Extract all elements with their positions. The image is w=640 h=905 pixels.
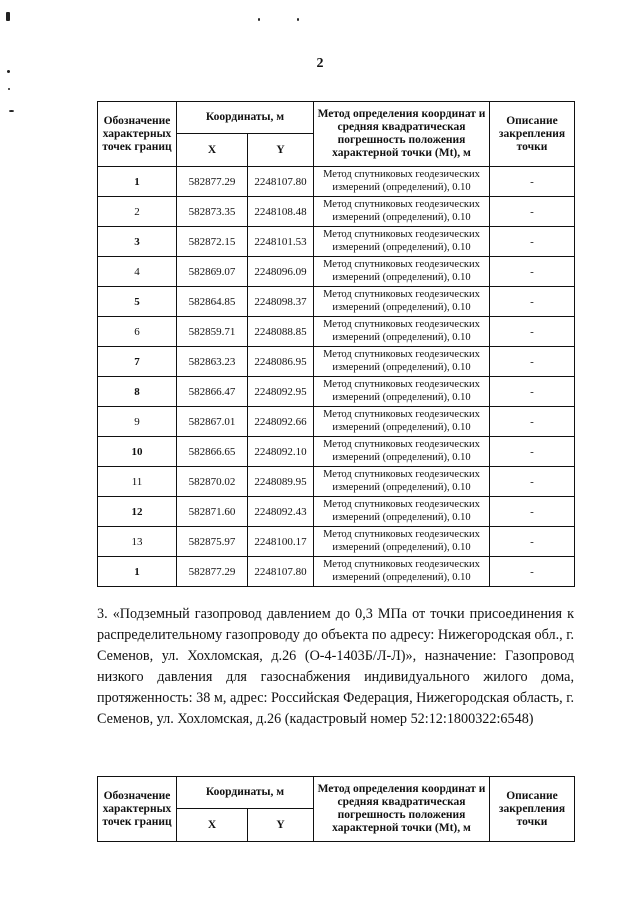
scan-speck [258,18,260,21]
description-cell: - [490,527,575,557]
point-number: 1 [98,167,177,197]
header-method: Метод определения координат и средняя квадратическая погрешность положения характерной точки (Mt), м [314,102,490,167]
x-coordinate: 582859.71 [177,317,248,347]
point-number: 12 [98,497,177,527]
y-coordinate: 2248086.95 [248,347,314,377]
description-cell: - [490,197,575,227]
x-coordinate: 582872.15 [177,227,248,257]
x-coordinate: 582870.02 [177,467,248,497]
x-coordinate: 582877.29 [177,167,248,197]
header-coordinates: Координаты, м [177,102,314,134]
x-coordinate: 582866.47 [177,377,248,407]
point-number: 11 [98,467,177,497]
y-coordinate: 2248096.09 [248,257,314,287]
header-method: Метод определения координат и средняя квадратическая погрешность положения характерной точки (Mt), м [314,777,490,842]
description-cell: - [490,257,575,287]
header-description: Описание закрепления точки [490,777,575,842]
method-cell: Метод спутниковых геодезических измерений (определений), 0.10 [314,347,490,377]
y-coordinate: 2248108.48 [248,197,314,227]
point-number: 8 [98,377,177,407]
table-row [98,527,575,557]
point-number: 10 [98,437,177,467]
x-coordinate: 582867.01 [177,407,248,437]
table-row [98,347,575,377]
x-coordinate: 582875.97 [177,527,248,557]
x-coordinate: 582863.23 [177,347,248,377]
x-coordinate: 582864.85 [177,287,248,317]
x-coordinate: 582866.65 [177,437,248,467]
description-cell: - [490,467,575,497]
y-coordinate: 2248088.85 [248,317,314,347]
header-y: Y [248,134,314,167]
y-coordinate: 2248098.37 [248,287,314,317]
y-coordinate: 2248092.95 [248,377,314,407]
table-row [98,287,575,317]
header-x: X [177,809,248,842]
method-cell: Метод спутниковых геодезических измерений (определений), 0.10 [314,467,490,497]
description-cell: - [490,437,575,467]
method-cell: Метод спутниковых геодезических измерений (определений), 0.10 [314,167,490,197]
table-row [98,227,575,257]
method-cell: Метод спутниковых геодезических измерений (определений), 0.10 [314,557,490,587]
header-description: Описание закрепления точки [490,102,575,167]
description-cell: - [490,167,575,197]
description-cell: - [490,377,575,407]
header-y: Y [248,809,314,842]
method-cell: Метод спутниковых геодезических измерений (определений), 0.10 [314,497,490,527]
method-cell: Метод спутниковых геодезических измерений (определений), 0.10 [314,257,490,287]
method-cell: Метод спутниковых геодезических измерений (определений), 0.10 [314,527,490,557]
y-coordinate: 2248089.95 [248,467,314,497]
page-number: 2 [316,56,324,71]
table-row [98,467,575,497]
point-number: 3 [98,227,177,257]
point-number: 6 [98,317,177,347]
method-cell: Метод спутниковых геодезических измерений (определений), 0.10 [314,197,490,227]
header-designation: Обозначение характерных точек границ [98,102,177,167]
object-description-paragraph: 3. «Подземный газопровод давлением до 0,3 МПа от точки присоединения к распределительному газопроводу до объекта по адресу: Нижегородская обл., г. Семенов, ул. Хохломская, д.26 (О-4-1403Б/Л-Л)», назначение: Газопровод низкого давления для газоснабжения индивидуального жилого дома, протяженность: 38 м, адрес: Российская Федерация, Нижегородская область, г. Семенов, ул. Хохломская, д.26 (кадастровый номер 52:12:1800322:6548) [97,606,574,727]
table-row [98,167,575,197]
description-cell: - [490,347,575,377]
table-row [98,197,575,227]
scan-speck [8,88,10,90]
point-number: 13 [98,527,177,557]
point-number: 2 [98,197,177,227]
description-cell: - [490,557,575,587]
y-coordinate: 2248092.10 [248,437,314,467]
y-coordinate: 2248107.80 [248,557,314,587]
header-x: X [177,134,248,167]
description-cell: - [490,407,575,437]
header-designation: Обозначение характерных точек границ [98,777,177,842]
method-cell: Метод спутниковых геодезических измерений (определений), 0.10 [314,377,490,407]
table-row [98,497,575,527]
description-cell: - [490,227,575,257]
y-coordinate: 2248100.17 [248,527,314,557]
point-number: 5 [98,287,177,317]
header-coordinates: Координаты, м [177,777,314,809]
y-coordinate: 2248092.43 [248,497,314,527]
description-cell: - [490,287,575,317]
table-row [98,317,575,347]
point-number: 4 [98,257,177,287]
y-coordinate: 2248107.80 [248,167,314,197]
coordinates-table [97,101,575,587]
point-number: 7 [98,347,177,377]
scan-speck [9,110,14,112]
method-cell: Метод спутниковых геодезических измерений (определений), 0.10 [314,227,490,257]
scan-speck [297,18,299,21]
table-row [98,407,575,437]
table-row [98,257,575,287]
scan-speck [6,12,10,21]
x-coordinate: 582871.60 [177,497,248,527]
x-coordinate: 582877.29 [177,557,248,587]
description-cell: - [490,497,575,527]
y-coordinate: 2248101.53 [248,227,314,257]
method-cell: Метод спутниковых геодезических измерений (определений), 0.10 [314,317,490,347]
method-cell: Метод спутниковых геодезических измерений (определений), 0.10 [314,437,490,467]
method-cell: Метод спутниковых геодезических измерений (определений), 0.10 [314,407,490,437]
coordinates-table-2-header [97,776,575,842]
description-cell: - [490,317,575,347]
method-cell: Метод спутниковых геодезических измерений (определений), 0.10 [314,287,490,317]
x-coordinate: 582869.07 [177,257,248,287]
point-number: 1 [98,557,177,587]
table-row [98,557,575,587]
y-coordinate: 2248092.66 [248,407,314,437]
table-row [98,437,575,467]
x-coordinate: 582873.35 [177,197,248,227]
table-row [98,377,575,407]
point-number: 9 [98,407,177,437]
